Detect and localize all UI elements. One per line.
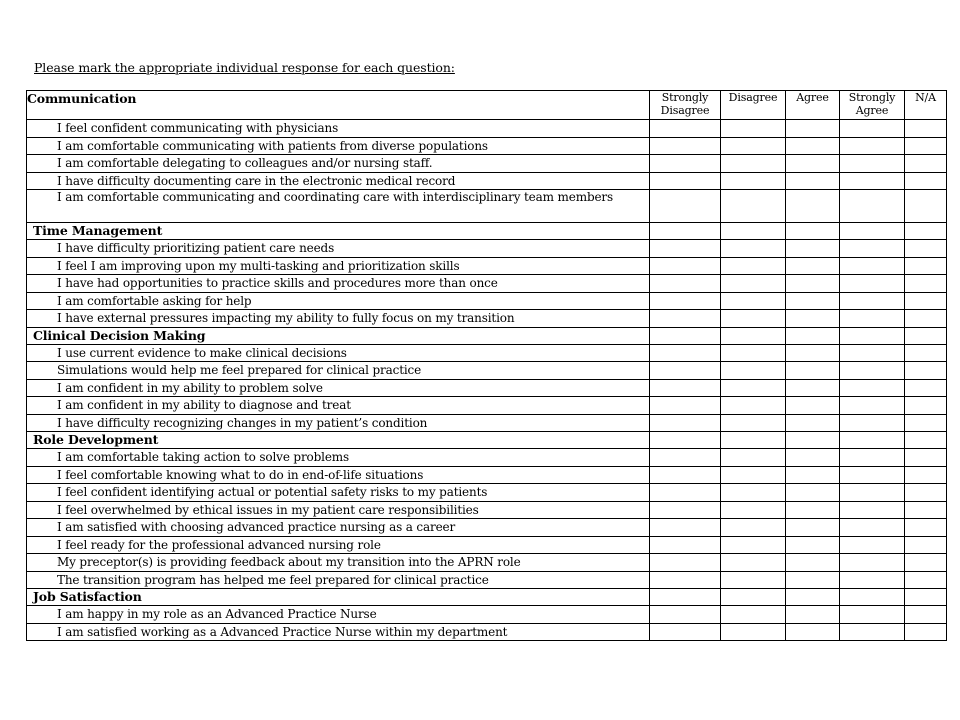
response-cell-disagree[interactable] (721, 120, 786, 138)
question-text: I am comfortable communicating and coordinating care with interdisciplinary team members (27, 190, 650, 223)
question-text: My preceptor(s) is providing feedback about my transition into the APRN role (27, 554, 650, 572)
response-cell-agree[interactable] (786, 623, 840, 641)
question-row (27, 310, 947, 328)
question-text: I am confident in my ability to diagnose and treat (27, 397, 650, 415)
response-cell-strongly-agree[interactable] (840, 172, 905, 190)
response-cell-agree[interactable] (786, 379, 840, 397)
response-cell-strongly-disagree[interactable] (650, 310, 721, 328)
question-row (27, 137, 947, 155)
response-cell-strongly-agree[interactable] (840, 344, 905, 362)
response-cell-agree[interactable] (786, 257, 840, 275)
section-blank-cell (721, 432, 786, 449)
response-cell-strongly-disagree[interactable] (650, 536, 721, 554)
response-cell-strongly-disagree[interactable] (650, 190, 721, 223)
response-cell-agree[interactable] (786, 466, 840, 484)
response-cell-strongly-disagree[interactable] (650, 257, 721, 275)
response-cell-agree[interactable] (786, 501, 840, 519)
question-row (27, 275, 947, 293)
response-cell-strongly-disagree[interactable] (650, 379, 721, 397)
section-blank-cell (786, 589, 840, 606)
section-blank-cell (650, 327, 721, 344)
response-cell-na[interactable] (905, 414, 947, 432)
response-cell-disagree[interactable] (721, 397, 786, 415)
question-row (27, 344, 947, 362)
question-row (27, 623, 947, 641)
response-cell-strongly-disagree[interactable] (650, 623, 721, 641)
response-cell-agree[interactable] (786, 449, 840, 467)
response-cell-agree[interactable] (786, 536, 840, 554)
question-row (27, 379, 947, 397)
response-cell-strongly-agree[interactable] (840, 275, 905, 293)
response-cell-agree[interactable] (786, 571, 840, 589)
response-cell-strongly-agree[interactable] (840, 623, 905, 641)
response-cell-disagree[interactable] (721, 362, 786, 380)
response-cell-agree[interactable] (786, 554, 840, 572)
question-row (27, 190, 947, 223)
response-cell-strongly-agree[interactable] (840, 536, 905, 554)
section-blank-cell (905, 223, 947, 240)
section-blank-cell (905, 432, 947, 449)
section-row (27, 432, 947, 449)
header-row (27, 91, 947, 120)
response-cell-disagree[interactable] (721, 310, 786, 328)
response-cell-agree[interactable] (786, 606, 840, 624)
section-blank-cell (786, 432, 840, 449)
response-cell-disagree[interactable] (721, 257, 786, 275)
response-cell-disagree[interactable] (721, 137, 786, 155)
section-blank-cell (721, 223, 786, 240)
question-text: I have external pressures impacting my ability to fully focus on my transition (27, 310, 650, 328)
response-cell-na[interactable] (905, 379, 947, 397)
response-cell-disagree[interactable] (721, 466, 786, 484)
response-cell-disagree[interactable] (721, 155, 786, 173)
response-cell-na[interactable] (905, 240, 947, 258)
response-cell-disagree[interactable] (721, 623, 786, 641)
response-cell-disagree[interactable] (721, 484, 786, 502)
question-row (27, 554, 947, 572)
response-cell-strongly-agree[interactable] (840, 484, 905, 502)
response-cell-strongly-agree[interactable] (840, 137, 905, 155)
response-cell-na[interactable] (905, 536, 947, 554)
response-cell-strongly-disagree[interactable] (650, 275, 721, 293)
response-cell-strongly-disagree[interactable] (650, 519, 721, 537)
response-cell-na[interactable] (905, 190, 947, 223)
response-cell-na[interactable] (905, 606, 947, 624)
response-cell-agree[interactable] (786, 292, 840, 310)
response-cell-na[interactable] (905, 137, 947, 155)
question-text: I feel confident identifying actual or potential safety risks to my patients (27, 484, 650, 502)
response-cell-strongly-disagree[interactable] (650, 362, 721, 380)
section-blank-cell (650, 223, 721, 240)
response-cell-strongly-disagree[interactable] (650, 292, 721, 310)
response-cell-strongly-disagree[interactable] (650, 397, 721, 415)
question-row (27, 571, 947, 589)
question-text: I feel confident communicating with physicians (27, 120, 650, 138)
response-cell-disagree[interactable] (721, 292, 786, 310)
response-cell-strongly-agree[interactable] (840, 190, 905, 223)
response-cell-strongly-disagree[interactable] (650, 414, 721, 432)
response-cell-agree[interactable] (786, 362, 840, 380)
response-cell-na[interactable] (905, 623, 947, 641)
response-cell-strongly-disagree[interactable] (650, 172, 721, 190)
response-cell-strongly-agree[interactable] (840, 519, 905, 537)
question-text: Simulations would help me feel prepared for clinical practice (27, 362, 650, 380)
response-cell-na[interactable] (905, 466, 947, 484)
response-cell-disagree[interactable] (721, 172, 786, 190)
question-row (27, 292, 947, 310)
response-cell-disagree[interactable] (721, 449, 786, 467)
response-cell-strongly-disagree[interactable] (650, 155, 721, 173)
response-cell-strongly-agree[interactable] (840, 571, 905, 589)
column-header-disagree: Disagree (721, 91, 786, 120)
response-cell-na[interactable] (905, 519, 947, 537)
response-cell-agree[interactable] (786, 275, 840, 293)
section-title: Time Management (27, 223, 650, 240)
instructions-text: Please mark the appropriate individual response for each question: (34, 60, 455, 75)
response-cell-agree[interactable] (786, 344, 840, 362)
response-cell-disagree[interactable] (721, 344, 786, 362)
question-row (27, 449, 947, 467)
survey-table (26, 90, 947, 641)
response-cell-agree[interactable] (786, 172, 840, 190)
column-header-agree: Agree (786, 91, 840, 120)
question-text: I am satisfied working as a Advanced Practice Nurse within my department (27, 623, 650, 641)
response-cell-agree[interactable] (786, 155, 840, 173)
question-text: I have difficulty prioritizing patient care needs (27, 240, 650, 258)
response-cell-strongly-disagree[interactable] (650, 449, 721, 467)
section-blank-cell (721, 589, 786, 606)
question-text: I use current evidence to make clinical decisions (27, 344, 650, 362)
response-cell-strongly-agree[interactable] (840, 120, 905, 138)
response-cell-strongly-agree[interactable] (840, 257, 905, 275)
question-text: I am comfortable communicating with patients from diverse populations (27, 137, 650, 155)
section-row (27, 327, 947, 344)
question-row (27, 466, 947, 484)
response-cell-strongly-agree[interactable] (840, 606, 905, 624)
section-row (27, 223, 947, 240)
response-cell-disagree[interactable] (721, 519, 786, 537)
section-blank-cell (905, 327, 947, 344)
response-cell-strongly-agree[interactable] (840, 554, 905, 572)
response-cell-strongly-agree[interactable] (840, 155, 905, 173)
response-cell-agree[interactable] (786, 190, 840, 223)
response-cell-agree[interactable] (786, 397, 840, 415)
section-blank-cell (840, 223, 905, 240)
question-text: I feel overwhelmed by ethical issues in my patient care responsibilities (27, 501, 650, 519)
response-cell-agree[interactable] (786, 414, 840, 432)
section-blank-cell (650, 589, 721, 606)
response-cell-agree[interactable] (786, 137, 840, 155)
response-cell-strongly-disagree[interactable] (650, 466, 721, 484)
question-row (27, 536, 947, 554)
section-blank-cell (721, 327, 786, 344)
column-header-strongly-agree: Strongly Agree (840, 91, 905, 120)
column-header-na: N/A (905, 91, 947, 120)
section-blank-cell (786, 327, 840, 344)
response-cell-na[interactable] (905, 554, 947, 572)
response-cell-disagree[interactable] (721, 554, 786, 572)
response-cell-na[interactable] (905, 310, 947, 328)
section-blank-cell (650, 432, 721, 449)
question-row (27, 414, 947, 432)
response-cell-na[interactable] (905, 449, 947, 467)
response-cell-na[interactable] (905, 172, 947, 190)
response-cell-strongly-disagree[interactable] (650, 554, 721, 572)
response-cell-disagree[interactable] (721, 190, 786, 223)
response-cell-agree[interactable] (786, 519, 840, 537)
response-cell-strongly-disagree[interactable] (650, 240, 721, 258)
question-row (27, 397, 947, 415)
question-text: I feel ready for the professional advanced nursing role (27, 536, 650, 554)
response-cell-na[interactable] (905, 571, 947, 589)
question-row (27, 120, 947, 138)
response-cell-na[interactable] (905, 362, 947, 380)
question-text: I have had opportunities to practice skills and procedures more than once (27, 275, 650, 293)
response-cell-strongly-agree[interactable] (840, 379, 905, 397)
section-row (27, 589, 947, 606)
question-row (27, 362, 947, 380)
response-cell-na[interactable] (905, 344, 947, 362)
question-text: I have difficulty documenting care in the electronic medical record (27, 172, 650, 190)
response-cell-strongly-disagree[interactable] (650, 484, 721, 502)
response-cell-agree[interactable] (786, 120, 840, 138)
response-cell-strongly-agree[interactable] (840, 362, 905, 380)
response-cell-strongly-agree[interactable] (840, 397, 905, 415)
question-row (27, 257, 947, 275)
section-blank-cell (786, 223, 840, 240)
question-row (27, 240, 947, 258)
response-cell-disagree[interactable] (721, 571, 786, 589)
section-blank-cell (840, 589, 905, 606)
section-title-communication: Communication (27, 91, 650, 120)
question-text: The transition program has helped me feel prepared for clinical practice (27, 571, 650, 589)
section-title: Clinical Decision Making (27, 327, 650, 344)
question-text: I feel comfortable knowing what to do in end-of-life situations (27, 466, 650, 484)
question-row (27, 155, 947, 173)
question-row (27, 172, 947, 190)
question-text: I feel I am improving upon my multi-tasking and prioritization skills (27, 257, 650, 275)
response-cell-disagree[interactable] (721, 240, 786, 258)
response-cell-strongly-agree[interactable] (840, 414, 905, 432)
response-cell-na[interactable] (905, 275, 947, 293)
response-cell-disagree[interactable] (721, 379, 786, 397)
response-cell-na[interactable] (905, 501, 947, 519)
response-cell-strongly-agree[interactable] (840, 466, 905, 484)
response-cell-strongly-agree[interactable] (840, 240, 905, 258)
response-cell-agree[interactable] (786, 240, 840, 258)
section-blank-cell (840, 432, 905, 449)
question-row (27, 501, 947, 519)
question-text: I have difficulty recognizing changes in my patient’s condition (27, 414, 650, 432)
response-cell-strongly-disagree[interactable] (650, 501, 721, 519)
response-cell-strongly-agree[interactable] (840, 449, 905, 467)
question-text: I am confident in my ability to problem solve (27, 379, 650, 397)
response-cell-disagree[interactable] (721, 501, 786, 519)
response-cell-agree[interactable] (786, 310, 840, 328)
question-text: I am satisfied with choosing advanced practice nursing as a career (27, 519, 650, 537)
response-cell-strongly-agree[interactable] (840, 292, 905, 310)
section-blank-cell (840, 327, 905, 344)
response-cell-agree[interactable] (786, 484, 840, 502)
question-row (27, 519, 947, 537)
response-cell-strongly-agree[interactable] (840, 310, 905, 328)
response-cell-strongly-disagree[interactable] (650, 606, 721, 624)
response-cell-strongly-disagree[interactable] (650, 120, 721, 138)
response-cell-disagree[interactable] (721, 606, 786, 624)
response-cell-na[interactable] (905, 292, 947, 310)
question-text: I am comfortable delegating to colleagues and/or nursing staff. (27, 155, 650, 173)
response-cell-strongly-disagree[interactable] (650, 344, 721, 362)
column-header-strongly-disagree: Strongly Disagree (650, 91, 721, 120)
response-cell-strongly-agree[interactable] (840, 501, 905, 519)
question-text: I am comfortable asking for help (27, 292, 650, 310)
section-title: Job Satisfaction (27, 589, 650, 606)
question-row (27, 484, 947, 502)
section-blank-cell (905, 589, 947, 606)
response-cell-disagree[interactable] (721, 414, 786, 432)
response-cell-strongly-disagree[interactable] (650, 571, 721, 589)
response-cell-na[interactable] (905, 155, 947, 173)
section-title: Role Development (27, 432, 650, 449)
response-cell-na[interactable] (905, 484, 947, 502)
response-cell-disagree[interactable] (721, 275, 786, 293)
response-cell-na[interactable] (905, 397, 947, 415)
response-cell-na[interactable] (905, 257, 947, 275)
response-cell-na[interactable] (905, 120, 947, 138)
response-cell-strongly-disagree[interactable] (650, 137, 721, 155)
question-text: I am happy in my role as an Advanced Practice Nurse (27, 606, 650, 624)
response-cell-disagree[interactable] (721, 536, 786, 554)
question-text: I am comfortable taking action to solve problems (27, 449, 650, 467)
question-row (27, 606, 947, 624)
